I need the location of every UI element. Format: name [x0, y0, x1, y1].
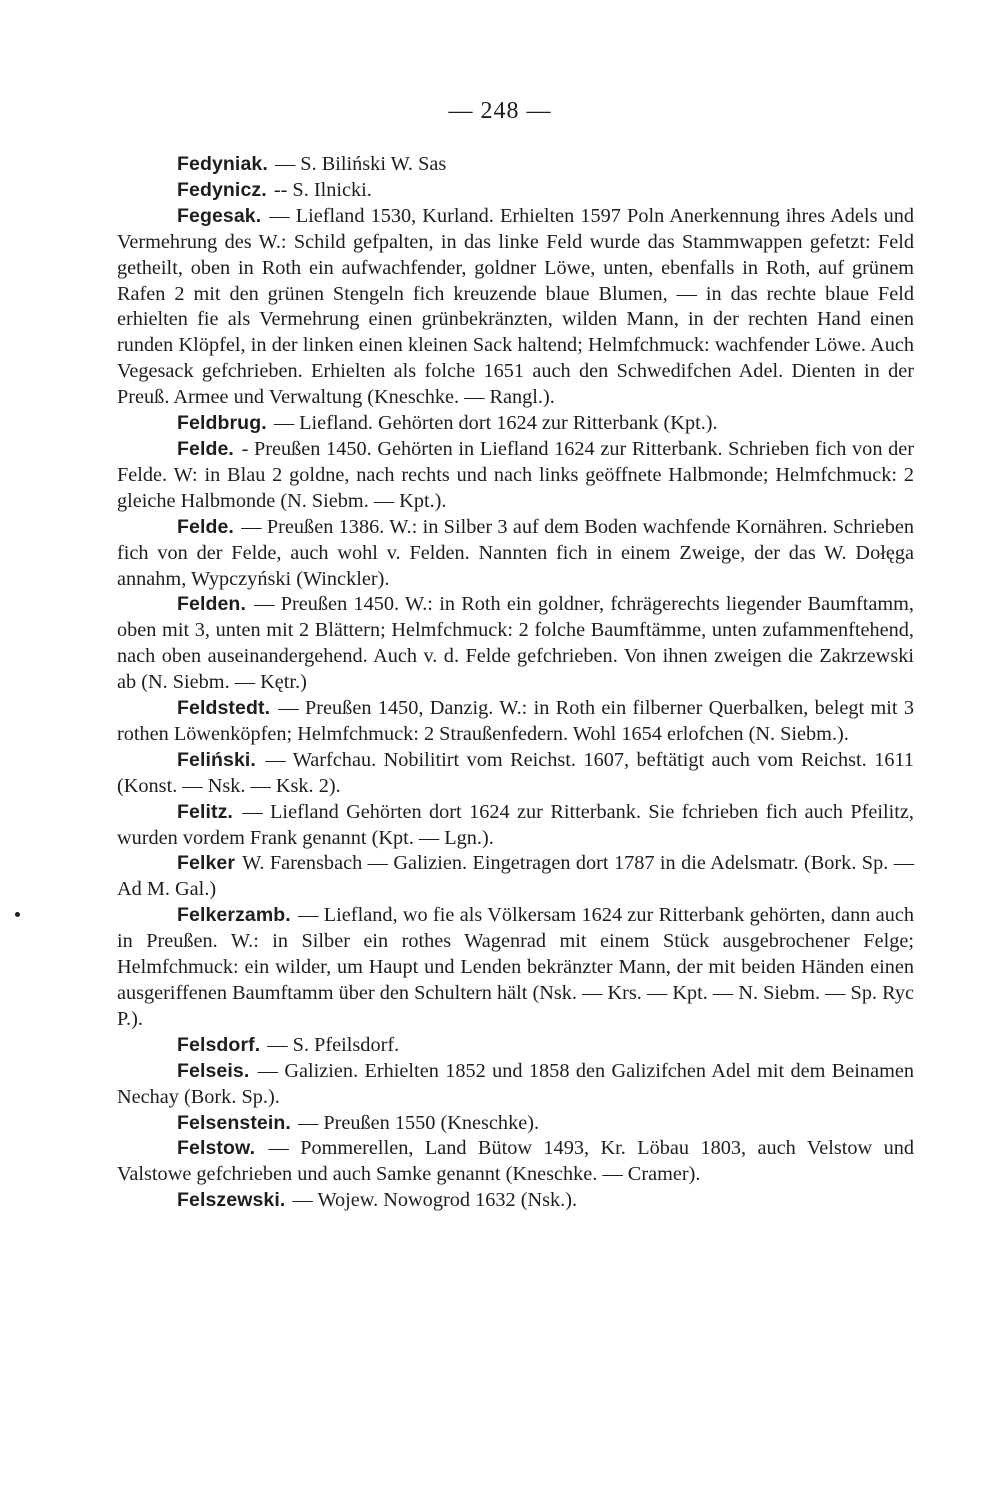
entry-text: — Preußen 1386. W.: in Silber 3 auf dem Boden wachfende Kornähren. Schrieben fich von der Felde, auch wohl v. Felden. Nannten fich in einem Zweige, der das W. Dołęga annahm, Wypczyński (Winckler).	[117, 515, 914, 590]
entry-headword: Felsenstein.	[177, 1111, 291, 1134]
entry-headword: Felkerzamb.	[177, 904, 291, 927]
entry-headword: Feldbrug.	[177, 412, 267, 435]
entry-text: — Warfchau. Nobilitirt vom Reichst. 1607, beftätigt auch vom Reichst. 1611 (Konst. — Nsk. — Ksk. 2).	[117, 748, 915, 797]
entry	[117, 515, 914, 593]
dictionary-entries	[117, 152, 914, 1214]
entry-text: — Galizien. Erhielten 1852 und 1858 den Galizifchen Adel mit dem Beinamen Nechay (Bork. Sp.).	[117, 1059, 914, 1108]
entry-text: W. Farensbach — Galizien. Eingetragen dort 1787 in die Adelsmatr. (Bork. Sp. — Ad M. Gal.)	[117, 852, 914, 901]
entry	[117, 592, 914, 696]
entry-text: — Liefland 1530, Kurland. Erhielten 1597 Poln Anerkennung ihres Adels und Vermehrung des W.: Schild gefpalten, in das linke Feld wurde das Stammwappen gefetzt: Feld getheilt, oben in Roth ein aufwachfender, goldner Löwe, unten, ebenfalls in Roth, auf grünem Rafen 2 mit den grünen Stengeln fich kreuzende blaue Blumen, — in das rechte blaue Feld erhielten fie als Vermehrung einen grünbekränzten, wilden Mann, in der rechten Hand einen runden Klöpfel, in der linken einen kleinen Sack haltend; Helmfchmuck: wachfender Löwe. Auch Vegesack gefchrieben. Erhielten als folche 1651 auch den Schwedifchen Adel. Dienten in der Preuß. Armee und Verwaltung (Kneschke. — Rangl.).	[117, 204, 914, 409]
entry-headword: Felseis.	[177, 1059, 250, 1082]
entry-headword: Felstow.	[177, 1137, 256, 1160]
entry-text: -- S. Ilnicki.	[273, 178, 372, 201]
entry	[117, 1111, 914, 1137]
entry	[117, 851, 914, 903]
entry	[117, 800, 914, 852]
entry	[117, 1136, 914, 1188]
entry-headword: Feldstedt.	[177, 697, 271, 720]
entry-text: — S. Biliński W. Sas	[274, 153, 447, 175]
entry	[117, 748, 914, 800]
entry	[117, 411, 914, 437]
entry-headword: Felsdorf.	[177, 1033, 261, 1056]
entry	[117, 152, 914, 178]
entry-headword: Felitz.	[177, 800, 233, 823]
entry-headword: Felker	[177, 852, 236, 875]
entry-text: — Pommerellen, Land Bütow 1493, Kr. Löbau 1803, auch Velstow und Valstowe gefchrieben und auch Samke genannt (Kneschke. — Cramer).	[117, 1137, 914, 1186]
entry	[117, 1033, 914, 1059]
entry-text: — Preußen 1450, Danzig. W.: in Roth ein filberner Querbalken, belegt mit 3 rothen Löwenköpfen; Helmfchmuck: 2 Straußenfedern. Wohl 1654 erlofchen (N. Siebm.).	[117, 697, 914, 745]
entry	[117, 204, 914, 411]
entry	[117, 437, 914, 515]
stray-ink-mark	[15, 912, 20, 917]
entry-headword: Fedyniak.	[177, 153, 268, 175]
entry-text: — Liefland. Gehörten dort 1624 zur Ritterbank (Kpt.).	[273, 412, 718, 435]
entry-headword: Feliński.	[177, 748, 256, 771]
entry	[117, 1188, 914, 1214]
entry	[117, 1059, 914, 1111]
entry-text: — Preußen 1450. W.: in Roth ein goldner, fchrägerechts liegender Baumftamm, oben mit 3, unten mit 2 Blättern; Helmfchmuck: 2 folche Baumftämme, unten zufammenftehend, nach oben auseinandergehend. Auch v. d. Felde gefchrieben. Von ihnen zweigen die Zakrzewski ab (N. Siebm. — Kętr.)	[117, 593, 914, 694]
entry-text: — Wojew. Nowogrod 1632 (Nsk.).	[292, 1189, 578, 1212]
entry-text: — Preußen 1550 (Kneschke).	[297, 1111, 540, 1134]
entry	[117, 178, 914, 204]
entry-headword: Fegesak.	[177, 204, 262, 227]
entry-headword: Felszewski.	[177, 1189, 286, 1212]
entry-text: — Liefland Gehörten dort 1624 zur Ritterbank. Sie fchrieben fich auch Pfeilitz, wurden vordem Frank genannt (Kpt. — Lgn.).	[117, 800, 914, 849]
entry	[117, 903, 914, 1033]
entry-headword: Fedynicz.	[177, 178, 267, 201]
page-number: — 248 —	[448, 98, 552, 124]
entry	[117, 696, 914, 748]
entry-text: — S. Pfeilsdorf.	[267, 1033, 400, 1056]
entry-text: - Preußen 1450. Gehörten in Liefland 1624 zur Ritterbank. Schrieben fich von der Felde. W: in Blau 2 goldne, nach rechts und nach links geöffnete Halbmonde; Helmfchmuck: 2 gleiche Halbmonde (N. Siebm. — Kpt.).	[117, 437, 914, 512]
entry-headword: Felde.	[177, 515, 234, 538]
entry-headword: Felde.	[177, 437, 234, 460]
entry-text: — Liefland, wo fie als Völkersam 1624 zur Ritterbank gehörten, dann auch in Preußen. W.: in Silber ein rothes Wagenrad mit einem Stück ausgebrochener Felge; Helmfchmuck: ein wilder, um Haupt und Lenden bekränzter Mann, der mit beiden Händen einen ausgeriffenen Baumftamm über den Schultern hält (Nsk. — Krs. — Kpt. — N. Siebm. — Sp. Ryc P.).	[117, 904, 915, 1030]
entry-headword: Felden.	[177, 593, 246, 616]
